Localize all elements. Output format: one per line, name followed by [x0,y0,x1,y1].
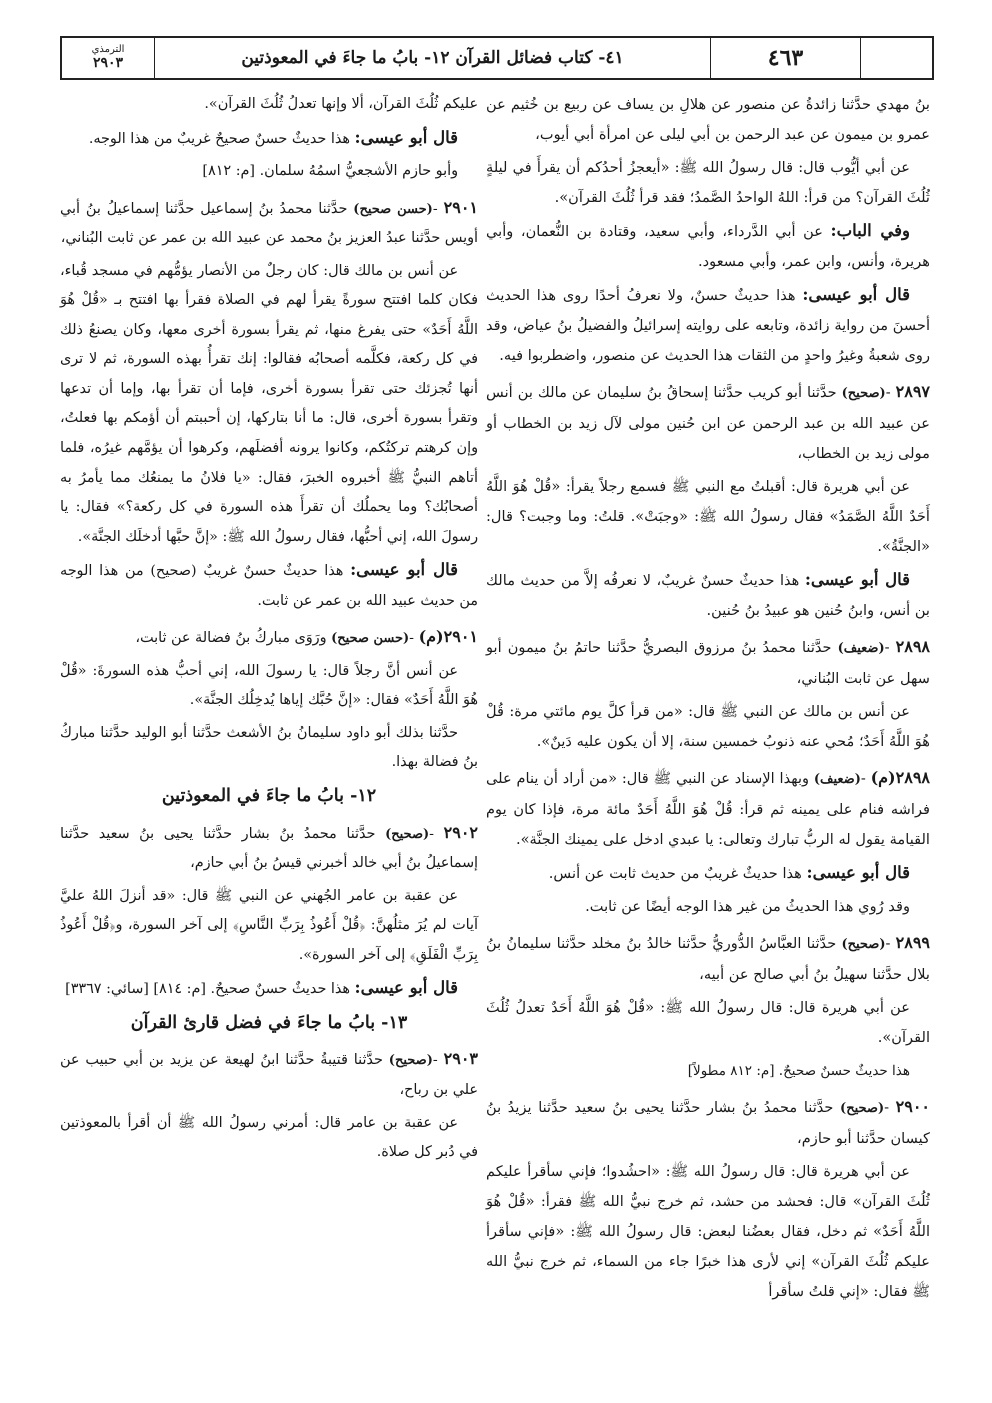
hadith-isnad: حدَّثنا محمدُ بنُ بشار حدَّثنا يحيى بنُ سعيد حدَّثنا يزيدُ بنُ كيسان حدَّثنا أبو حازم، [486,1099,930,1147]
paragraph-text: هذا حديثٌ حسنٌ صحيحٌ. [م: ٨١٢ مطولاً] [687,1063,910,1079]
hadith-number: ٢٩٠١ [443,197,479,217]
paragraph-text: وقد رُوي هذا الحديثُ من غير هذا الوجه أيضًا عن ثابت. [585,898,910,915]
paragraph-text: عن أنس أنَّ رجلاً قال: يا رسولَ الله، إني أحبُّ هذه السورةَ: «قُلْ هُوَ اللَّهُ أَحَدٌ» فقال: «إنَّ حُبَّك إياها يُدخِلُك الجنَّة». [60,662,478,709]
commentary-paragraph [486,216,930,277]
text-paragraph [486,153,930,213]
text-paragraph [60,882,478,971]
hadith-isnad: حدَّثنا العبَّاسُ الدُّوريُّ حدَّثنا خالدُ بنُ مخلد حدَّثنا سليمانُ بنُ بلال حدَّثنا سهيلُ بنُ أبي صالح عن أبيه، [486,935,930,983]
paragraph-text: حدَّثنا بذلك أبو داود سليمانُ بنُ الأشعث حدَّثنا أبو الوليد حدَّثنا مباركُ بنُ فضالة بهذا. [60,724,478,771]
text-paragraph [60,657,478,716]
hadith-number: ٢٩٠٢ [443,822,479,842]
commentary-paragraph [60,973,478,1005]
right-column [486,90,930,1310]
paragraph-text: عن أبي هريرة قال: قال رسولُ الله ﷺ: «قُلْ هُوَ اللَّهُ أَحَدٌ تعدلُ ثُلُثَ القرآن». [486,999,930,1046]
left-column [60,90,478,1171]
text-paragraph [486,697,930,757]
paragraph-text: قال أبو عيسى: هذا حديثٌ حسنٌ صحيحٌ غريبٌ من هذا الوجه. [88,127,458,147]
hadith-grade: (صحيح) [841,937,886,952]
hadith-isnad: وبهذا الإسناد عن النبي ﷺ قال: «من أراد أن ينام على فراشه فنام على يمينه ثم قرأ: قُلْ هُوَ اللَّهُ أَحَدٌ مائة مرة، فإذا كان يوم القيامة يقول له الربُّ تبارك وتعالى: يا عبدي ادخل على يمينك الجنَّة». [486,770,930,848]
paragraph-text: عن أبي هريرة قال: أقبلتُ مع النبي ﷺ فسمع رجلاً يقرأ: «قُلْ هُوَ اللَّهُ أَحَدٌ اللَّهُ الصَّمَدُ» فقال رسولُ الله ﷺ: «وجبَتْ». قلتُ: وما وجبت؟ قال: «الجنَّةُ». [486,478,930,555]
paragraph-text: قال أبو عيسى: هذا حديثٌ حسنٌ صحيحٌ. [م: ٨١٤] [سائي: ٣٣٦٧] [65,978,458,998]
page-number: ٤٦٣ [710,38,860,78]
hadith-paragraph [486,377,930,469]
separator: - [429,825,444,842]
hadith-number: ٢٩٠٠ [895,1097,931,1116]
hadith-number: ٢٨٩٨ [895,637,930,656]
hadith-number: ٢٨٩٩ [895,933,930,952]
paragraph-text: قال أبو عيسى: هذا حديثٌ حسنٌ غريبٌ (صحيح) من هذا الوجه من حديث عبيد الله بن عمر عن ثابت. [60,560,478,609]
hadith-paragraph [486,763,930,855]
text-paragraph [60,90,478,120]
hadith-paragraph [60,818,478,879]
paragraph-text: عن أبي أيُّوب قال: قال رسولُ الله ﷺ: «أيعجزُ أحدُكم أن يقرأَ في ليلةٍ ثُلُثَ القرآن؟ من قرأ: اللهُ الواحدُ الصَّمدُ؛ فقد قرأ ثُلُثَ القرآن». [486,159,930,206]
text-paragraph [486,472,930,562]
separator: - [884,639,896,656]
hadith-isnad: حدَّثنا محمدُ بنُ بشار حدَّثنا يحيى بنُ سعيد حدَّثنا إسماعيلُ بنُ أبي خالد أخبرني قيسُ بنُ أبي حازم، [60,825,478,872]
lead-phrase: قال أبو عيسى: [354,127,458,147]
paragraph-text: عن عقبة بن عامر قال: أمرني رسولُ الله ﷺ أن أقرأ بالمعوذتين في دُبر كل صلاة. [60,1114,478,1161]
chapter-heading: ١٢- بابُ ما جاءَ في المعوذتين [161,786,377,807]
paragraph-text: عن عقبة بن عامر الجُهني عن النبي ﷺ قال: «قد أنزلَ اللهُ عليَّ آيات لم يُرَ مثلُهنَّ: ﴿قُلْ أَعُوذُ بِرَبِّ النَّاسِ﴾ إلى آخر السورة، و﴿قُلْ أَعُوذُ بِرَبِّ الْفَلَقِ﴾ إلى آخر السورة». [60,887,478,963]
hadith-grade: (ضعيف) [837,641,885,656]
hadith-isnad: حدَّثنا قتيبةُ حدَّثنا ابنُ لهيعة عن يزيد بن أبي حبيب عن علي بن رباح، [60,1052,478,1098]
separator: - [884,1099,896,1116]
hadith-number: ٢٩٠١(م) [418,627,478,647]
text-paragraph [486,1157,930,1307]
text-paragraph [60,719,478,778]
text-paragraph [60,157,478,187]
lead-phrase: قال أبو عيسى: [350,560,458,580]
hadith-paragraph [60,622,478,654]
separator: - [409,630,419,647]
lead-phrase: قال أبو عيسى: [354,978,458,998]
hadith-grade: (حسن صحيح) [331,631,410,647]
chapter-heading: ١٣- بابُ ما جاءَ في فضل قارئ القرآن [130,1012,408,1033]
hadith-isnad: حدَّثنا أبو كريب حدَّثنا إسحاقُ بنُ سليمان عن مالك بن أنس عن عبيد الله بن عبد الرحمن عن ابن حُنين مولى لآل زيد بن الخطاب أو مولى زيد بن الخطاب، [486,384,930,462]
commentary-paragraph [486,858,930,889]
text-paragraph [486,90,930,150]
separator: - [885,935,896,952]
lead-phrase: قال أبو عيسى: [802,285,910,304]
hadith-range-box [62,38,154,78]
hadith-paragraph [60,193,478,254]
lead-phrase: قال أبو عيسى: [804,570,910,589]
commentary-paragraph [60,555,478,616]
text-paragraph [60,257,478,552]
header-blank-cell [860,38,932,78]
separator: - [885,384,896,401]
hadith-grade: (صحيح) [841,386,886,401]
paragraph-text: بنُ مهدي حدَّثنا زائدةُ عن منصور عن هلالِ بن يساف عن ربيع بن خُثيم عن عمرو بن ميمون عن عبد الرحمن بن أبي ليلى عن امرأة أبي أيوب، [486,96,930,143]
hadith-paragraph [486,928,930,990]
hadith-range: ٢٩٠٣ [92,54,124,71]
hadith-number: ٢٩٠٣ [443,1049,479,1069]
paragraph-text: وأبو حازم الأشجعيُّ اسمُهُ سلمان. [م: ٨١٢] [202,163,458,180]
hadith-isnad: ورَوَى مباركُ بنُ فضالة عن ثابت، [135,630,327,647]
lead-phrase: وفي الباب: [830,221,910,240]
commentary-paragraph [60,123,478,155]
paragraph-text: وفي الباب: عن أبي الدَّرداء، وأبي سعيد، وقتادة بن النُّعمان، وأبي هريرة، وأنس، وابن عمر، وأبي مسعود. [486,221,930,270]
paragraph-text: عن أنس بن مالك عن النبي ﷺ قال: «من قرأ كلَّ يوم مائتي مرة: قُلْ هُوَ اللَّهُ أَحَدٌ؛ مُحي عنه ذنوبُ خمسين سنة، إلا أن يكون عليه دَينٌ». [486,703,930,750]
hadith-number: ٢٨٩٧ [895,382,930,401]
hadith-paragraph [60,1044,478,1105]
hadith-isnad: حدَّثنا محمدُ بنُ مرزوق البصريُّ حدَّثنا حاتمُ بنُ ميمون أبو سهل عن ثابت البُناني، [486,639,930,687]
commentary-paragraph [486,565,930,626]
paragraph-text: قال أبو عيسى: هذا حديثٌ حسنٌ غريبٌ، لا نعرفُه إلاَّ من حديث مالك بن أنس، وابنُ حُنين هو عبيدُ بنُ حُنين. [486,570,930,619]
running-title: ٤١- كتاب فضائل القرآن ١٢- بابُ ما جاءَ في المعوذتين [154,38,710,78]
paragraph-text: عليكم ثُلُثَ القرآن، ألا وإنها تعدلُ ثُلُثَ القرآن». [204,96,478,112]
text-paragraph [486,1056,930,1086]
hadith-grade: (ضعيف) [813,772,861,787]
text-paragraph [486,993,930,1053]
lead-phrase: قال أبو عيسى: [806,863,910,882]
hadith-number: ٢٨٩٨(م) [870,768,930,787]
paragraph-text: عن أنس بن مالك قال: كان رجلٌ من الأنصار يؤمُّهم في مسجد قُباء، فكان كلما افتتح سورةً يقرأ لهم في الصلاة فقرأ بها افتتح بـ «قُلْ هُوَ اللَّهُ أَحَدٌ» حتى يفرغ منها، ثم يقرأ بسورة أخرى معها، وكان يصنعُ ذلك في كل ركعة، فكلَّمه أصحابُه فقالوا: إنك تقرأُ بهذه السورة، ثم لا ترى أنها تُجزئك حتى تقرأ بسورة أخرى، فإما أن تقرأ بها، وإما أن تدعها وتقرأ بسورة أخرى، قال: ما أنا بتاركها، إن أحببتم أن أؤمكم بها فعلتُ، وإن كرهتم تركتُكم، وكانوا يرونه أفضلَهم، وكرهوا أن يؤمَّهم غيرُه، فلما أتاهم النبيُّ ﷺ أخبروه الخبرَ، فقال: «يا فلانُ ما يمنعُك مما يأمرُ به أصحابُك؟ وما يحملُك أن تقرأَ هذه السورة في كل ركعة؟» فقال: يا رسولَ الله، إني أحبُّها، فقال رسولُ الله ﷺ: «إنَّ حبَّها أدخلَك الجنَّة». [60,262,478,545]
paragraph-text: قال أبو عيسى: هذا حديثٌ حسنٌ، ولا نعرفُ أحدًا روى هذا الحديث أحسنَ من رواية زائدة، وتابعه على روايته إسرائيلُ والفضيلُ بنُ عياض، وقد روى شعبةُ وغيرُ واحدٍ من الثقات هذا الحديث عن منصور، واضطربوا فيه. [486,285,930,364]
page-header [60,36,934,80]
hadith-isnad: حدَّثنا محمدُ بنُ إسماعيل حدَّثنا إسماعيلُ بنُ أبي أويس حدَّثنا عبدُ العزيز بنُ محمد عن عبيد الله بن عمر عن ثابت البُناني، [60,200,478,247]
hadith-grade: (صحيح) [840,1101,885,1116]
separator: - [432,1052,444,1069]
separator: - [860,770,871,787]
hadith-paragraph [486,1092,930,1154]
separator: - [432,200,444,217]
hadith-grade: (حسن صحيح) [353,201,433,217]
hadith-paragraph [486,632,930,694]
paragraph-text: عن أبي هريرة قال: قال رسولُ الله ﷺ: «احشُدوا؛ فإني سأقرأ عليكم ثُلُثَ القرآن» قال: فحشد من حشد، ثم خرج نبيُّ الله ﷺ فقرأ: «قُلْ هُوَ اللَّهُ أَحَدٌ» ثم دخل، فقال بعضُنا لبعض: قال رسولُ الله ﷺ: «فإني سأقرأ عليكم ثُلُثَ القرآن» إني لأرى هذا خبرًا جاء من السماء، ثم خرج نبيُّ الله ﷺ فقال: «إني قلتُ سأقرأ [486,1163,930,1300]
hadith-grade: (صحيح) [388,1053,433,1069]
commentary-paragraph [486,280,930,371]
paragraph-text: قال أبو عيسى: هذا حديثٌ غريبٌ من حديث ثابت عن أنس. [548,863,910,882]
book-name: الترمذي [91,44,125,56]
text-paragraph [60,1109,478,1168]
text-paragraph [486,892,930,922]
hadith-grade: (صحيح) [385,826,430,842]
